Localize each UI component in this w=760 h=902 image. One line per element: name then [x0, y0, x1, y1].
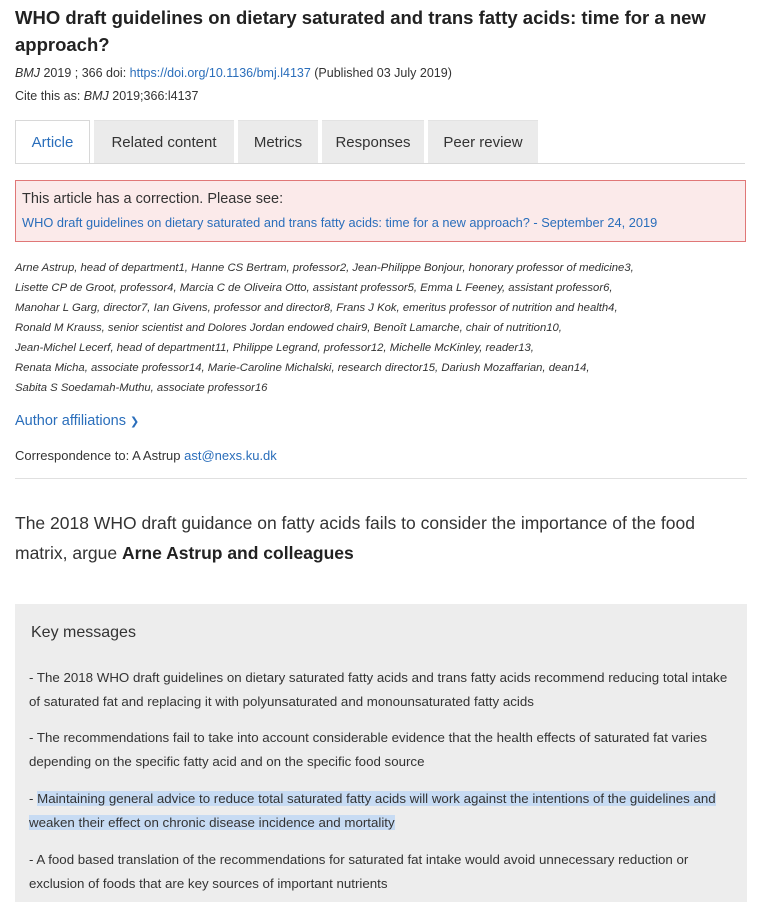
- standfirst-authors: Arne Astrup and colleagues: [121, 543, 354, 563]
- author-line: Ronald M Krauss, senior scientist and Dolores Jordan endowed chair9, Benoît Lamarche, chair of nutrition10,: [15, 322, 562, 334]
- key-message-item: [29, 787, 734, 835]
- cite-line: [15, 89, 198, 103]
- author-line: Lisette CP de Groot, professor4, Marcia C de Oliveira Otto, assistant professor5, Emma L Feeney, assistant professor6,: [15, 282, 613, 294]
- doi-link[interactable]: https://doi.org/10.1136/bmj.l4137: [129, 66, 311, 80]
- correspondence: [15, 448, 277, 463]
- affiliations-label: Author affiliations: [15, 413, 126, 429]
- chevron-down-icon: ❯: [129, 416, 140, 428]
- author-line: Jean-Michel Lecerf, head of department11, Philippe Legrand, professor12, Michelle McKinley, reader13,: [15, 342, 534, 354]
- correction-link[interactable]: WHO draft guidelines on dietary saturated and trans fatty acids: time for a new approach? - September 24, 2019: [22, 215, 658, 230]
- correspondence-label: Correspondence to: A Astrup: [15, 448, 185, 463]
- article-meta: [15, 66, 452, 80]
- tab-responses[interactable]: Responses: [322, 120, 424, 164]
- standfirst: [15, 508, 735, 568]
- correction-notice: [15, 180, 746, 242]
- author-affiliations-toggle[interactable]: [15, 413, 139, 429]
- key-messages-box: [15, 604, 747, 902]
- highlighted-text: Maintaining general advice to reduce total saturated fatty acids will work against the intentions of the guidelines and weaken their effect on chronic disease incidence and mortality: [29, 791, 716, 830]
- tab-divider: [15, 163, 745, 164]
- author-line: Sabita S Soedamah-Muthu, associate professor16: [15, 382, 268, 394]
- key-messages-title: Key messages: [31, 624, 136, 641]
- author-line: Renata Micha, associate professor14, Marie-Caroline Michalski, research director15, Dariush Mozaffarian, dean14,: [15, 362, 590, 374]
- cite-prefix: Cite this as:: [15, 89, 84, 103]
- correspondence-email-link[interactable]: ast@nexs.ku.dk: [184, 448, 277, 463]
- standfirst-text: The 2018 WHO draft guidance on fatty acids fails to consider the importance of the food matrix, argue: [15, 513, 695, 563]
- author-line: Manohar L Garg, director7, Ian Givens, professor and director8, Frans J Kok, emeritus professor of nutrition and health4,: [15, 302, 618, 314]
- key-message-item: - A food based translation of the recommendations for saturated fat intake would avoid unnecessary reduction or exclusion of foods that are key sources of important nutrients: [29, 852, 689, 891]
- published-date: (Published 03 July 2019): [310, 66, 452, 80]
- tab-peer-review[interactable]: Peer review: [428, 120, 538, 164]
- author-list: [15, 258, 735, 398]
- journal-name: BMJ: [15, 66, 40, 80]
- key-message-item: - The 2018 WHO draft guidelines on dietary saturated fatty acids and trans fatty acids recommend reducing total intake of saturated fat and replacing it with polyunsaturated and monounsaturated fatty acids: [29, 670, 728, 709]
- tab-metrics[interactable]: Metrics: [238, 120, 318, 164]
- correction-heading: This article has a correction. Please see:: [22, 191, 284, 207]
- year-volume: 2019 ; 366 doi:: [40, 66, 130, 80]
- article-tabs: [15, 120, 542, 164]
- cite-journal: BMJ: [83, 89, 109, 103]
- author-line: Arne Astrup, head of department1, Hanne CS Bertram, professor2, Jean-Philippe Bonjour, honorary professor of medicine3,: [15, 262, 634, 274]
- key-message-item: - The recommendations fail to take into account considerable evidence that the health effects of saturated fat varies depending on the specific fatty acid and on the specific food source: [29, 730, 708, 769]
- cite-ref: 2019;366:l4137: [108, 89, 199, 103]
- tab-article[interactable]: Article: [15, 120, 90, 164]
- article-title: WHO draft guidelines on dietary saturated and trans fatty acids: time for a new approach?: [15, 7, 706, 55]
- section-divider: [15, 478, 747, 479]
- tab-related-content[interactable]: Related content: [94, 120, 234, 164]
- key-message-dash: -: [29, 791, 38, 806]
